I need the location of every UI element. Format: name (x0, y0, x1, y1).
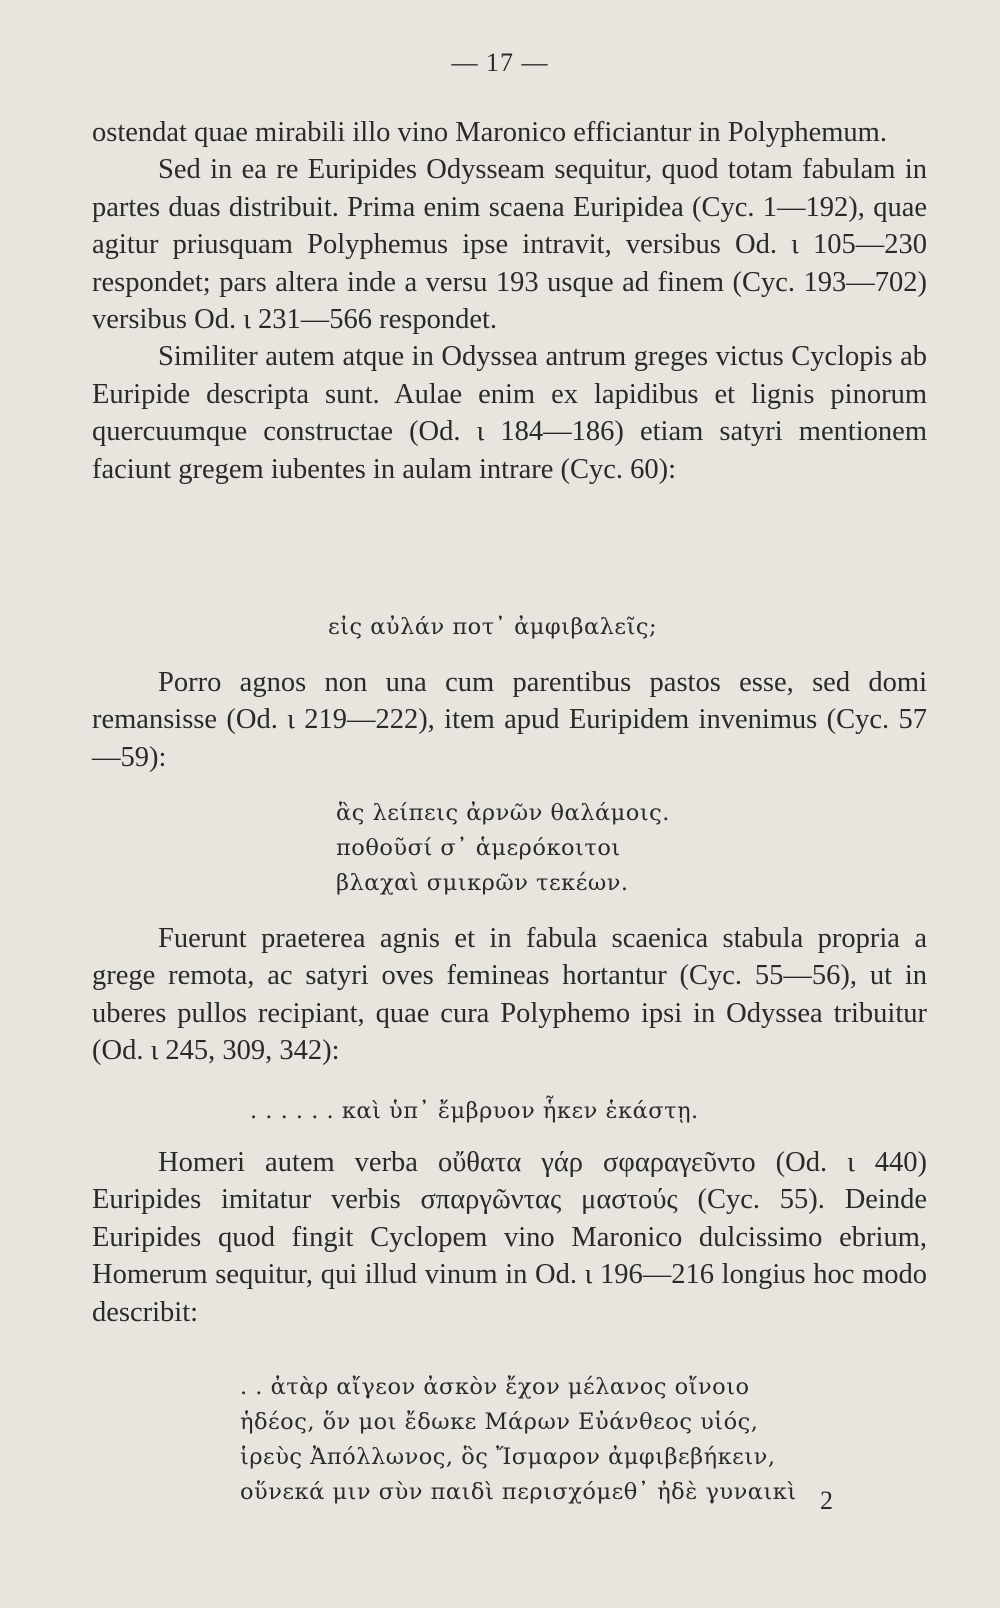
text-block-1 (92, 114, 927, 488)
greek-line: οὕνεκά μιν σὺν παιδὶ περισχόμεθ᾽ ἠδὲ γυναικὶ (240, 1479, 797, 1505)
greek-line: . . ἀτὰρ αἴγεον ἀσκὸν ἔχον μέλανος οἴνοιο (240, 1374, 750, 1400)
signature-mark: 2 (820, 1486, 833, 1515)
paragraph-1: ostendat quae mirabili illo vino Maronico efficiantur in Polyphemum. (92, 117, 887, 148)
paragraph-2: Sed in ea re Euripides Odysseam sequitur, quod totam fabulam in partes duas distribuit. Prima enim scaena Euripidea (Cyc. 1—192), quae agitur priusquam Polyphemus ipse intravit, versibus Od. ι 105—230 respondet; pars altera inde a versu 193 usque ad finem (Cyc. 193—702) versibus Od. ι 231—566 respondet. (92, 154, 927, 336)
greek-line: ἱρεὺς Ἀπόλλωνος, ὃς Ἴσμαρον ἀμφιβεβήκειν, (240, 1444, 776, 1470)
greek-line: ἃς λείπεις ἀρνῶν θαλάμοις. (336, 800, 670, 826)
greek-line: . . . . . . καὶ ὑπ᾽ ἔμβρυον ἧκεν ἑκάστῃ. (250, 1098, 699, 1124)
paragraph-6: Homeri autem verba οὔθατα γάρ σφαραγεῦντο (Od. ι 440) Euripides imitatur verbis σπαργῶντας μαστούς (Cyc. 55). Deinde Euripides quod fingit Cyclopem vino Maronico dulcissimo ebrium, Homerum sequitur, qui illud vinum in Od. ι 196—216 longius hoc modo describit: (92, 1147, 927, 1328)
greek-quote-4 (240, 1370, 797, 1510)
text-block-4 (92, 1144, 927, 1331)
greek-line: βλαχαὶ σμικρῶν τεκέων. (336, 870, 629, 896)
greek-quote-2 (336, 796, 670, 901)
paragraph-3: Similiter autem atque in Odyssea antrum greges victus Cyclopis ab Euripide descripta sunt. Aulae enim ex lapidibus et lignis pinorum quercuumque constructae (Od. ι 184—186) etiam satyri mentionem faciunt gregem iubentes in aulam intrare (Cyc. 60): (92, 341, 927, 485)
greek-quote-3 (250, 1094, 699, 1129)
text-block-2 (92, 664, 927, 776)
greek-line: ποθοῦσί σ᾽ ἁμερόκοιτοι (336, 835, 621, 861)
greek-line: εἰς αὐλάν ποτ᾽ ἀμφιβαλεῖς; (328, 614, 658, 640)
paragraph-5: Fuerunt praeterea agnis et in fabula scaenica stabula propria a grege remota, ac satyri oves femineas hortantur (Cyc. 55—56), ut in uberes pullos recipiant, quae cura Polyphemo ipsi in Odyssea tribuitur (Od. ι 245, 309, 342): (92, 923, 927, 1067)
greek-line: ἡδέος, ὅν μοι ἔδωκε Μάρων Εὐάνθεος υἱός, (240, 1409, 759, 1435)
paragraph-4: Porro agnos non una cum parentibus pastos esse, sed domi remansisse (Od. ι 219—222), item apud Euripidem invenimus (Cyc. 57—59): (92, 667, 927, 773)
greek-quote-1 (328, 610, 657, 645)
page-number: — 17 — (451, 48, 549, 77)
text-block-3 (92, 920, 927, 1070)
